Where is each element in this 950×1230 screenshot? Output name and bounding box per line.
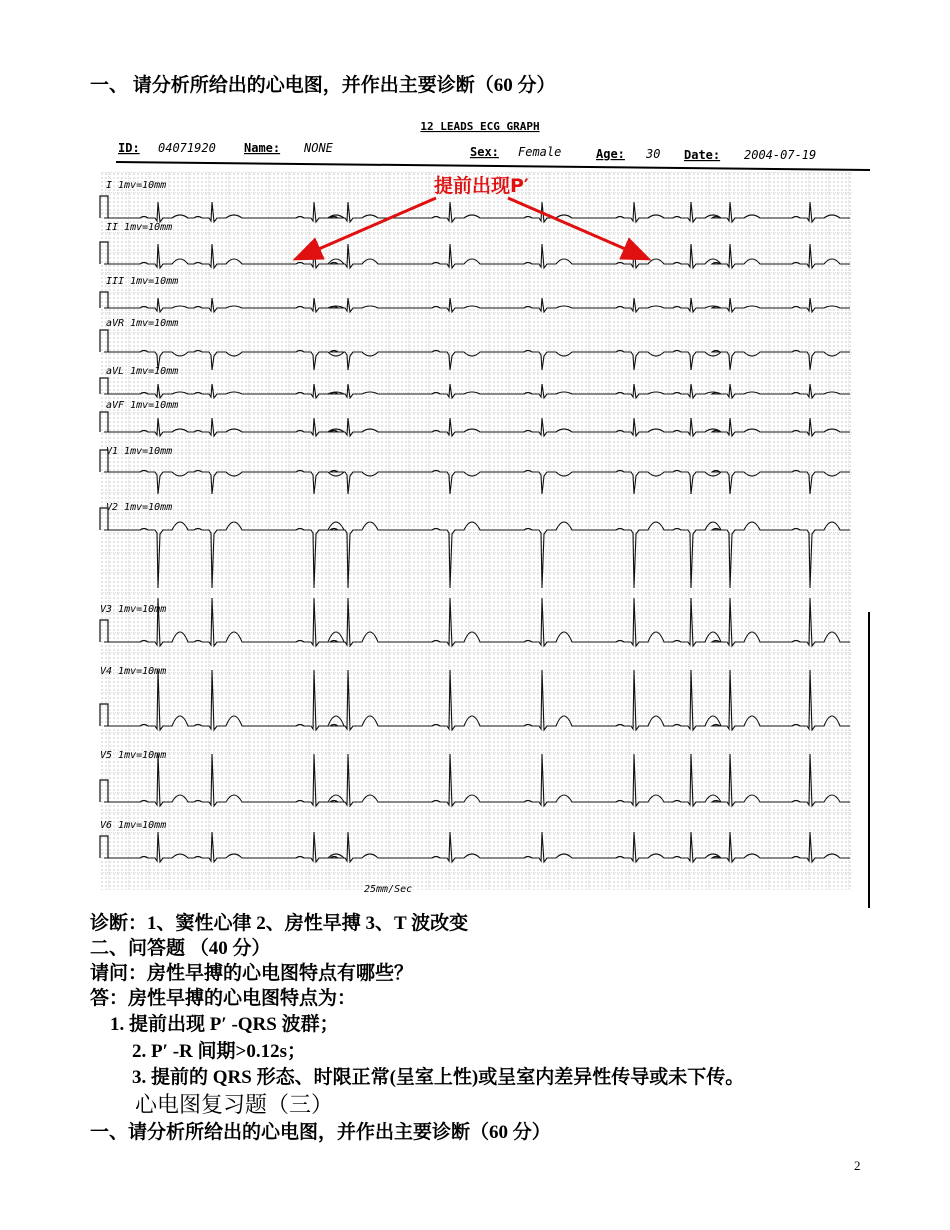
sex-value: Female: [518, 145, 562, 159]
lead-label: V4 1mv=10mm: [100, 666, 167, 677]
page-number: 2: [854, 1158, 861, 1173]
age-value: 30: [646, 147, 661, 161]
date-value: 2004-07-19: [744, 148, 817, 162]
lead-label: V6 1mv=10mm: [100, 820, 167, 831]
lead-label: V5 1mv=10mm: [100, 750, 167, 761]
answer-item-1: 1. 提前出现 P′ -QRS 波群；: [110, 1014, 339, 1035]
lead-label: III 1mv=10mm: [106, 276, 179, 287]
name-label: Name:: [244, 141, 281, 155]
review-subtitle: 心电图复习题（三）: [135, 1092, 334, 1117]
ecg-title: 12 LEADS ECG GRAPH: [420, 120, 540, 133]
question-text: 请问：房性早搏的心电图特点有哪些？: [90, 963, 414, 984]
id-value: 04071920: [158, 141, 216, 155]
name-value: NONE: [304, 141, 333, 155]
lead-label: V2 1mv=10mm: [106, 502, 173, 513]
answer-item-2: 2. P′ -R 间期>0.12s；: [132, 1041, 306, 1062]
annotation-label: 提前出现P′: [434, 175, 529, 197]
answer-item-3: 3. 提前的 QRS 形态、时限正常(呈室上性)或呈室内差异性传导或未下传。: [132, 1067, 745, 1088]
date-label: Date:: [684, 148, 721, 162]
lead-label: aVR 1mv=10mm: [106, 318, 179, 329]
question-1-heading: 一、 请分析所给出的心电图，并作出主要诊断（60 分）: [90, 75, 556, 96]
header-rule: [116, 162, 870, 170]
lead-label: V1 1mv=10mm: [106, 446, 173, 457]
margin-bar: [868, 612, 870, 908]
lead-label: II 1mv=10mm: [106, 222, 173, 233]
question-3-heading: 一、请分析所给出的心电图，并作出主要诊断（60 分）: [90, 1122, 551, 1143]
ecg-chart: [88, 112, 880, 902]
diagnosis: 诊断：1、窦性心律 2、房性早搏 3、T 波改变: [90, 913, 469, 934]
ecg-header: [118, 141, 816, 162]
sex-label: Sex:: [470, 145, 499, 159]
answer-intro: 答：房性早搏的心电图特点为：: [90, 988, 357, 1009]
section-2-heading: 二、问答题 （40 分）: [90, 938, 271, 959]
ecg-figure: [88, 112, 880, 902]
lead-label: I 1mv=10mm: [106, 180, 167, 191]
lead-label: V3 1mv=10mm: [100, 604, 167, 615]
lead-label: aVL 1mv=10mm: [106, 366, 179, 377]
age-label: Age:: [596, 147, 625, 161]
lead-label: aVF 1mv=10mm: [106, 400, 179, 411]
paper-speed: 25mm/Sec: [364, 884, 413, 895]
id-label: ID:: [118, 141, 140, 155]
